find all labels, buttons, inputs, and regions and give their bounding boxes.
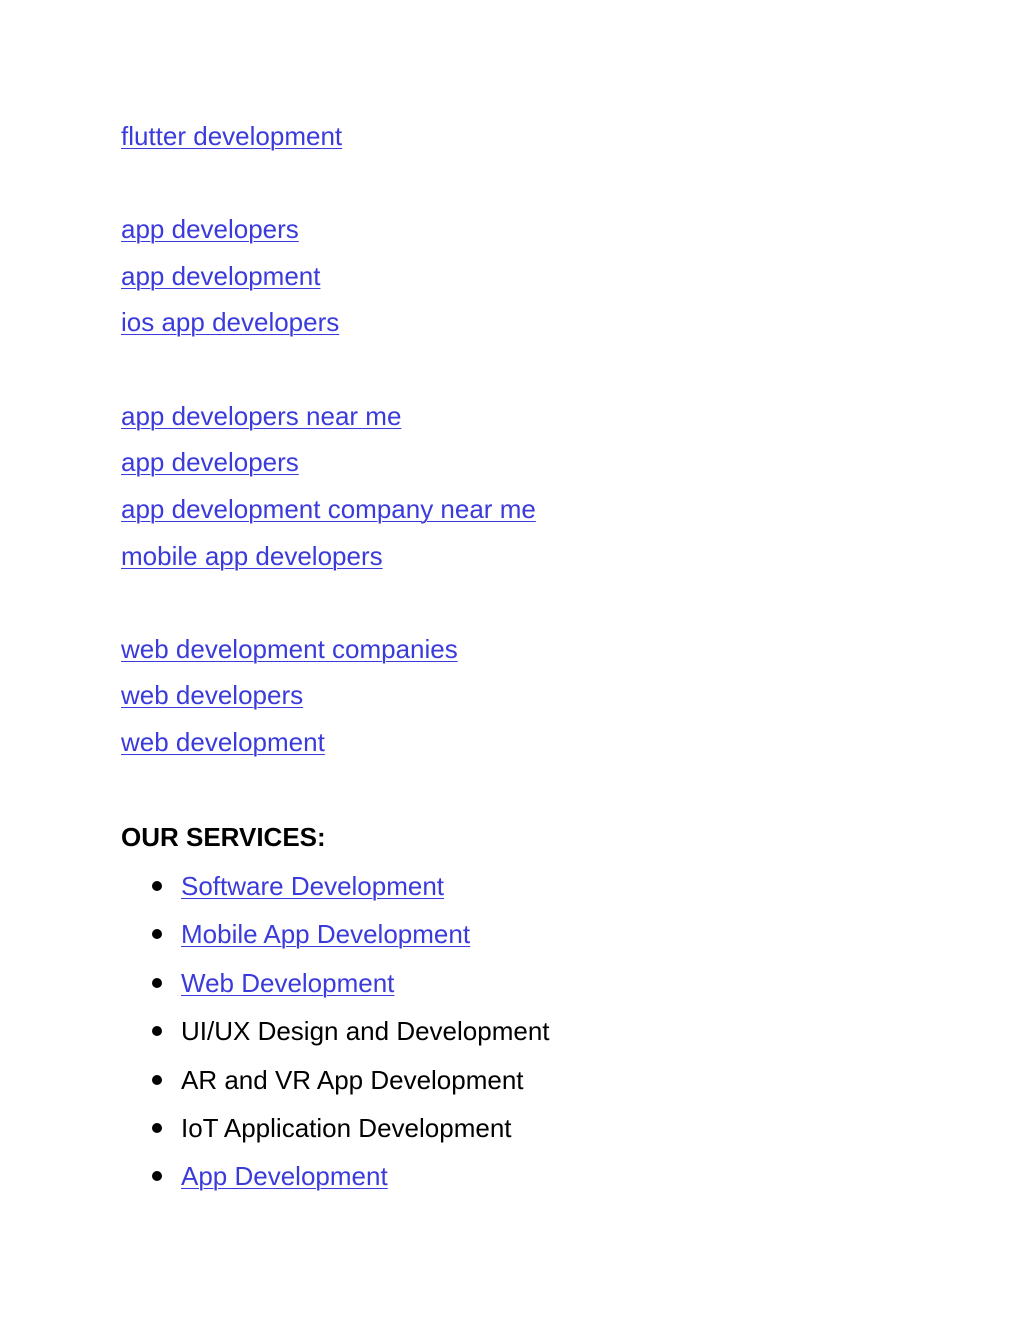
bullet-icon bbox=[152, 1171, 162, 1181]
link-app-developers-2[interactable]: app developers bbox=[121, 447, 299, 477]
service-label[interactable]: Software Development bbox=[181, 871, 445, 901]
bullet-icon bbox=[152, 881, 162, 891]
service-item bbox=[152, 1161, 388, 1191]
bullet-icon bbox=[152, 1075, 162, 1085]
link-app-development-company-near-me[interactable]: app development company near me bbox=[121, 494, 536, 524]
link-app-developers-near-me[interactable]: app developers near me bbox=[121, 401, 402, 431]
link-web-developers[interactable]: web developers bbox=[121, 680, 304, 710]
service-label: UI/UX Design and Development bbox=[181, 1016, 550, 1046]
service-item bbox=[152, 1016, 550, 1046]
bullet-icon bbox=[152, 1123, 162, 1133]
bullet-icon bbox=[152, 1026, 162, 1036]
service-item bbox=[152, 1113, 512, 1143]
service-label[interactable]: Web Development bbox=[181, 968, 395, 998]
link-app-development[interactable]: app development bbox=[121, 261, 321, 291]
service-item bbox=[152, 1065, 524, 1095]
service-item bbox=[152, 919, 470, 949]
link-flutter-development[interactable]: flutter development bbox=[121, 121, 343, 151]
link-app-developers[interactable]: app developers bbox=[121, 214, 299, 244]
service-label: IoT Application Development bbox=[181, 1113, 512, 1143]
link-ios-app-developers[interactable]: ios app developers bbox=[121, 307, 340, 337]
service-label[interactable]: App Development bbox=[181, 1161, 388, 1191]
service-item bbox=[152, 871, 444, 901]
bullet-icon bbox=[152, 978, 162, 988]
link-web-development-companies[interactable]: web development companies bbox=[121, 634, 458, 664]
service-label[interactable]: Mobile App Development bbox=[181, 919, 471, 949]
services-heading: OUR SERVICES: bbox=[121, 822, 326, 852]
bullet-icon bbox=[152, 929, 162, 939]
link-mobile-app-developers[interactable]: mobile app developers bbox=[121, 541, 383, 571]
service-label: AR and VR App Development bbox=[181, 1065, 524, 1095]
service-item bbox=[152, 968, 394, 998]
link-web-development[interactable]: web development bbox=[121, 727, 325, 757]
